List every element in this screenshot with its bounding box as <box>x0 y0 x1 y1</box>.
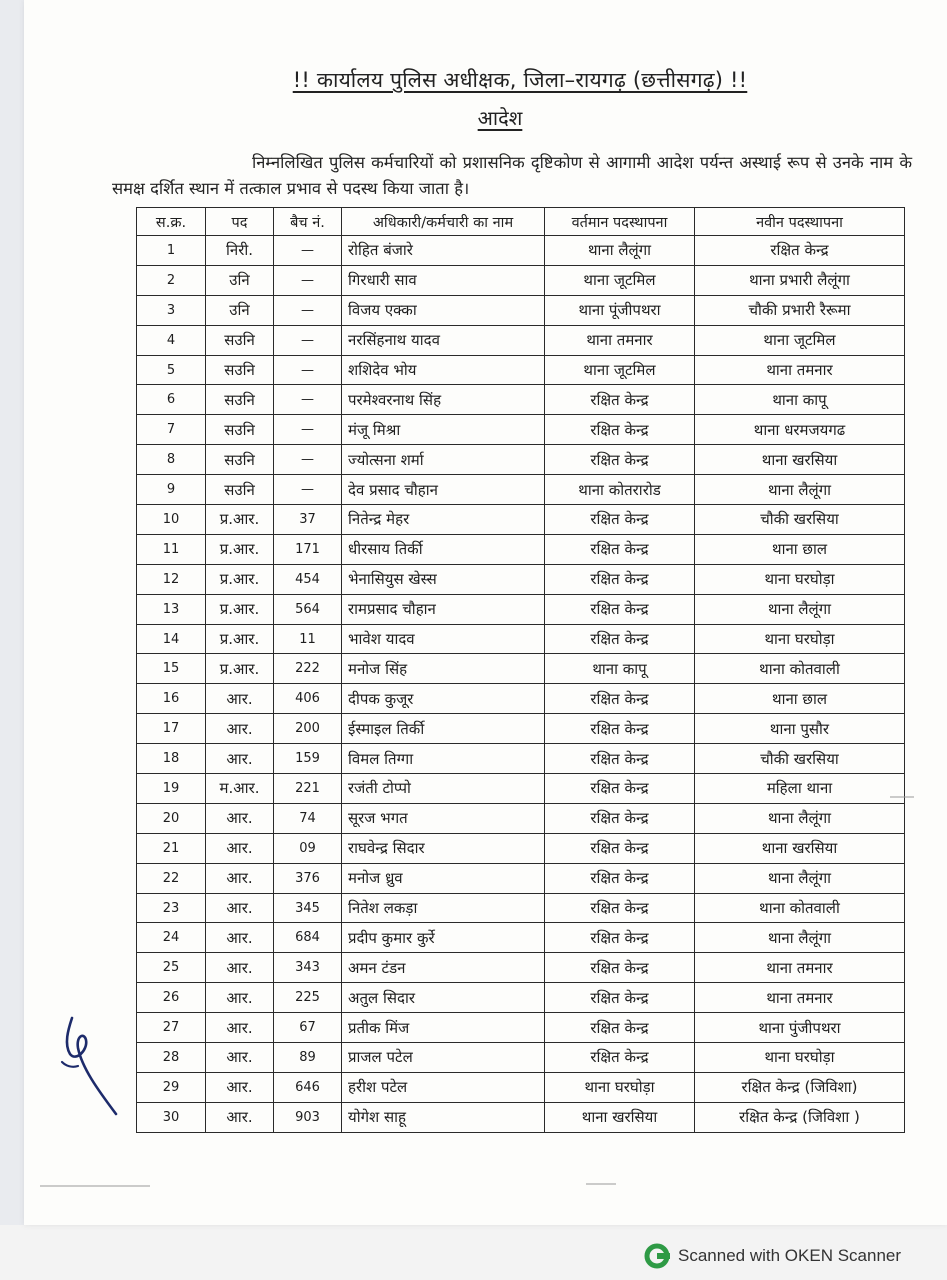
rank-cell: सउनि <box>206 415 274 445</box>
serial-cell: 13 <box>137 594 206 624</box>
new-posting-cell: थाना तमनार <box>695 983 905 1013</box>
serial-cell: 17 <box>137 714 206 744</box>
batch-no-cell: — <box>274 415 342 445</box>
rank-cell: प्र.आर. <box>206 654 274 684</box>
column-header: पद <box>206 208 274 236</box>
rank-cell: उनि <box>206 265 274 295</box>
batch-no-cell: 171 <box>274 534 342 564</box>
name-cell: प्रतीक मिंज <box>342 1013 545 1043</box>
name-cell: देव प्रसाद चौहान <box>342 475 545 505</box>
current-posting-cell: रक्षित केन्द्र <box>545 1013 695 1043</box>
batch-no-cell: 74 <box>274 803 342 833</box>
batch-no-cell: 564 <box>274 594 342 624</box>
rank-cell: प्र.आर. <box>206 534 274 564</box>
current-posting-cell: रक्षित केन्द्र <box>545 534 695 564</box>
current-posting-cell: रक्षित केन्द्र <box>545 714 695 744</box>
serial-cell: 3 <box>137 295 206 325</box>
name-cell: नितेश लकड़ा <box>342 893 545 923</box>
table-row <box>137 744 905 774</box>
serial-cell: 6 <box>137 385 206 415</box>
batch-no-cell: 646 <box>274 1072 342 1102</box>
table-row <box>137 564 905 594</box>
page-edge <box>0 0 24 1225</box>
rank-cell: आर. <box>206 833 274 863</box>
serial-cell: 1 <box>137 236 206 266</box>
serial-cell: 16 <box>137 684 206 714</box>
rank-cell: आर. <box>206 863 274 893</box>
name-cell: नितेन्द्र मेहर <box>342 505 545 535</box>
new-posting-cell: थाना खरसिया <box>695 445 905 475</box>
oken-logo-icon <box>644 1243 670 1269</box>
batch-no-cell: — <box>274 265 342 295</box>
name-cell: मनोज सिंह <box>342 654 545 684</box>
table-row <box>137 1043 905 1073</box>
table-row <box>137 265 905 295</box>
current-posting-cell: रक्षित केन्द्र <box>545 564 695 594</box>
table-row <box>137 684 905 714</box>
new-posting-cell: रक्षित केन्द्र (जिविशा ) <box>695 1102 905 1132</box>
current-posting-cell: रक्षित केन्द्र <box>545 953 695 983</box>
new-posting-cell: थाना कापू <box>695 385 905 415</box>
new-posting-cell: थाना घरघोड़ा <box>695 624 905 654</box>
rank-cell: प्र.आर. <box>206 505 274 535</box>
name-cell: विमल तिग्गा <box>342 744 545 774</box>
rank-cell: आर. <box>206 983 274 1013</box>
current-posting-cell: रक्षित केन्द्र <box>545 385 695 415</box>
name-cell: रोहित बंजारे <box>342 236 545 266</box>
name-cell: भेनासियुस खेस्स <box>342 564 545 594</box>
table-row <box>137 385 905 415</box>
rank-cell: म.आर. <box>206 774 274 804</box>
rank-cell: आर. <box>206 744 274 774</box>
table-row <box>137 774 905 804</box>
batch-no-cell: — <box>274 385 342 415</box>
batch-no-cell: 454 <box>274 564 342 594</box>
serial-cell: 15 <box>137 654 206 684</box>
new-posting-cell: रक्षित केन्द्र (जिविशा) <box>695 1072 905 1102</box>
batch-no-cell: 222 <box>274 654 342 684</box>
name-cell: परमेश्वरनाथ सिंह <box>342 385 545 415</box>
new-posting-cell: थाना लैलूंगा <box>695 803 905 833</box>
new-posting-cell: रक्षित केन्द्र <box>695 236 905 266</box>
current-posting-cell: थाना कोतरारोड <box>545 475 695 505</box>
batch-no-cell: — <box>274 355 342 385</box>
table-row <box>137 355 905 385</box>
serial-cell: 30 <box>137 1102 206 1132</box>
current-posting-cell: थाना जूटमिल <box>545 355 695 385</box>
name-cell: योगेश साहू <box>342 1102 545 1132</box>
document-subtitle: आदेश <box>477 106 523 130</box>
new-posting-cell: थाना कोतवाली <box>695 893 905 923</box>
rank-cell: प्र.आर. <box>206 624 274 654</box>
current-posting-cell: रक्षित केन्द्र <box>545 983 695 1013</box>
name-cell: मंजू मिश्रा <box>342 415 545 445</box>
document-title: !! कार्यालय पुलिस अधीक्षक, जिला–रायगढ़ (छत्तीसगढ़) !! <box>292 68 748 92</box>
name-cell: सूरज भगत <box>342 803 545 833</box>
name-cell: नरसिंहनाथ यादव <box>342 325 545 355</box>
rank-cell: आर. <box>206 803 274 833</box>
serial-cell: 9 <box>137 475 206 505</box>
current-posting-cell: थाना घरघोड़ा <box>545 1072 695 1102</box>
batch-no-cell: 67 <box>274 1013 342 1043</box>
table-row <box>137 415 905 445</box>
current-posting-cell: रक्षित केन्द्र <box>545 684 695 714</box>
current-posting-cell: रक्षित केन्द्र <box>545 803 695 833</box>
new-posting-cell: थाना खरसिया <box>695 833 905 863</box>
table-row <box>137 983 905 1013</box>
new-posting-cell: थाना कोतवाली <box>695 654 905 684</box>
rank-cell: सउनि <box>206 445 274 475</box>
handwritten-signature <box>58 1010 138 1120</box>
rank-cell: प्र.आर. <box>206 564 274 594</box>
table-row <box>137 1072 905 1102</box>
rank-cell: उनि <box>206 295 274 325</box>
table-row <box>137 624 905 654</box>
rank-cell: आर. <box>206 923 274 953</box>
new-posting-cell: थाना लैलूंगा <box>695 594 905 624</box>
name-cell: राघवेन्द्र सिदार <box>342 833 545 863</box>
intro-paragraph: निम्नलिखित पुलिस कर्मचारियों को प्रशासनिक दृष्टिकोण से आगामी आदेश पर्यन्त अस्थाई रूप से उनके नाम के समक्ष दर्शित स्थान में तत्काल प्रभाव से पदस्थ किया जाता है। <box>112 153 912 198</box>
current-posting-cell: रक्षित केन्द्र <box>545 833 695 863</box>
name-cell: ईस्माइल तिर्की <box>342 714 545 744</box>
column-header: नवीन पदस्थापना <box>695 208 905 236</box>
batch-no-cell: — <box>274 295 342 325</box>
rank-cell: आर. <box>206 953 274 983</box>
name-cell: गिरधारी साव <box>342 265 545 295</box>
name-cell: हरीश पटेल <box>342 1072 545 1102</box>
column-header: अधिकारी/कर्मचारी का नाम <box>342 208 545 236</box>
rank-cell: आर. <box>206 684 274 714</box>
rank-cell: आर. <box>206 893 274 923</box>
serial-cell: 2 <box>137 265 206 295</box>
batch-no-cell: 225 <box>274 983 342 1013</box>
new-posting-cell: थाना घरघोड़ा <box>695 564 905 594</box>
table-row <box>137 325 905 355</box>
table-row <box>137 295 905 325</box>
serial-cell: 4 <box>137 325 206 355</box>
batch-no-cell: 221 <box>274 774 342 804</box>
table-row <box>137 594 905 624</box>
current-posting-cell: थाना खरसिया <box>545 1102 695 1132</box>
scanner-watermark <box>644 1242 901 1270</box>
name-cell: ज्योत्सना शर्मा <box>342 445 545 475</box>
name-cell: धीरसाय तिर्की <box>342 534 545 564</box>
name-cell: रजंती टोप्पो <box>342 774 545 804</box>
name-cell: मनोज ध्रुव <box>342 863 545 893</box>
batch-no-cell: — <box>274 236 342 266</box>
serial-cell: 29 <box>137 1072 206 1102</box>
new-posting-cell: थाना धरमजयगढ <box>695 415 905 445</box>
table-row <box>137 654 905 684</box>
table-row <box>137 445 905 475</box>
rank-cell: आर. <box>206 1102 274 1132</box>
name-cell: दीपक कुजूर <box>342 684 545 714</box>
scan-mark <box>890 796 914 798</box>
serial-cell: 7 <box>137 415 206 445</box>
serial-cell: 27 <box>137 1013 206 1043</box>
table-row <box>137 953 905 983</box>
new-posting-cell: चौकी खरसिया <box>695 505 905 535</box>
batch-no-cell: — <box>274 445 342 475</box>
new-posting-cell: थाना पुसौर <box>695 714 905 744</box>
current-posting-cell: रक्षित केन्द्र <box>545 863 695 893</box>
batch-no-cell: 37 <box>274 505 342 535</box>
new-posting-cell: थाना तमनार <box>695 355 905 385</box>
rank-cell: निरी. <box>206 236 274 266</box>
serial-cell: 8 <box>137 445 206 475</box>
batch-no-cell: 406 <box>274 684 342 714</box>
new-posting-cell: थाना जूटमिल <box>695 325 905 355</box>
current-posting-cell: रक्षित केन्द्र <box>545 624 695 654</box>
table-row <box>137 475 905 505</box>
new-posting-cell: थाना तमनार <box>695 953 905 983</box>
serial-cell: 26 <box>137 983 206 1013</box>
new-posting-cell: थाना प्रभारी लैलूंगा <box>695 265 905 295</box>
table-row <box>137 1102 905 1132</box>
serial-cell: 5 <box>137 355 206 385</box>
current-posting-cell: थाना तमनार <box>545 325 695 355</box>
current-posting-cell: रक्षित केन्द्र <box>545 744 695 774</box>
name-cell: अतुल सिदार <box>342 983 545 1013</box>
new-posting-cell: थाना छाल <box>695 684 905 714</box>
name-cell: प्राजल पटेल <box>342 1043 545 1073</box>
batch-no-cell: 684 <box>274 923 342 953</box>
new-posting-cell: थाना लैलूंगा <box>695 863 905 893</box>
current-posting-cell: थाना जूटमिल <box>545 265 695 295</box>
batch-no-cell: 345 <box>274 893 342 923</box>
name-cell: अमन टंडन <box>342 953 545 983</box>
rank-cell: सउनि <box>206 355 274 385</box>
table-body <box>137 236 905 1133</box>
column-header: वर्तमान पदस्थापना <box>545 208 695 236</box>
serial-cell: 21 <box>137 833 206 863</box>
name-cell: विजय एक्का <box>342 295 545 325</box>
posting-table <box>136 207 905 1133</box>
serial-cell: 25 <box>137 953 206 983</box>
table-row <box>137 714 905 744</box>
rank-cell: सउनि <box>206 325 274 355</box>
batch-no-cell: 903 <box>274 1102 342 1132</box>
current-posting-cell: रक्षित केन्द्र <box>545 445 695 475</box>
rank-cell: आर. <box>206 714 274 744</box>
table-row <box>137 534 905 564</box>
new-posting-cell: थाना लैलूंगा <box>695 475 905 505</box>
batch-no-cell: — <box>274 475 342 505</box>
current-posting-cell: थाना लैलूंगा <box>545 236 695 266</box>
current-posting-cell: रक्षित केन्द्र <box>545 923 695 953</box>
current-posting-cell: रक्षित केन्द्र <box>545 774 695 804</box>
batch-no-cell: 376 <box>274 863 342 893</box>
batch-no-cell: 159 <box>274 744 342 774</box>
table-header-row <box>137 208 905 236</box>
new-posting-cell: थाना पुंजीपथरा <box>695 1013 905 1043</box>
table-row <box>137 893 905 923</box>
serial-cell: 19 <box>137 774 206 804</box>
table-row <box>137 236 905 266</box>
name-cell: प्रदीप कुमार कुर्रे <box>342 923 545 953</box>
scan-mark <box>40 1185 150 1187</box>
new-posting-cell: चौकी प्रभारी रैरूमा <box>695 295 905 325</box>
batch-no-cell: 343 <box>274 953 342 983</box>
name-cell: भावेश यादव <box>342 624 545 654</box>
current-posting-cell: रक्षित केन्द्र <box>545 505 695 535</box>
table-row <box>137 803 905 833</box>
current-posting-cell: रक्षित केन्द्र <box>545 1043 695 1073</box>
new-posting-cell: थाना घरघोड़ा <box>695 1043 905 1073</box>
column-header: बैच नं. <box>274 208 342 236</box>
batch-no-cell: 11 <box>274 624 342 654</box>
serial-cell: 10 <box>137 505 206 535</box>
serial-cell: 18 <box>137 744 206 774</box>
serial-cell: 24 <box>137 923 206 953</box>
current-posting-cell: थाना कापू <box>545 654 695 684</box>
name-cell: रामप्रसाद चौहान <box>342 594 545 624</box>
serial-cell: 23 <box>137 893 206 923</box>
current-posting-cell: रक्षित केन्द्र <box>545 594 695 624</box>
new-posting-cell: महिला थाना <box>695 774 905 804</box>
table-row <box>137 1013 905 1043</box>
rank-cell: सउनि <box>206 475 274 505</box>
table-row <box>137 833 905 863</box>
serial-cell: 28 <box>137 1043 206 1073</box>
table-row <box>137 863 905 893</box>
rank-cell: सउनि <box>206 385 274 415</box>
scanner-label: Scanned with OKEN Scanner <box>678 1246 902 1265</box>
rank-cell: आर. <box>206 1013 274 1043</box>
rank-cell: प्र.आर. <box>206 594 274 624</box>
new-posting-cell: चौकी खरसिया <box>695 744 905 774</box>
name-cell: शशिदेव भोय <box>342 355 545 385</box>
new-posting-cell: थाना लैलूंगा <box>695 923 905 953</box>
current-posting-cell: थाना पूंजीपथरा <box>545 295 695 325</box>
serial-cell: 11 <box>137 534 206 564</box>
batch-no-cell: 09 <box>274 833 342 863</box>
serial-cell: 14 <box>137 624 206 654</box>
column-header: स.क्र. <box>137 208 206 236</box>
serial-cell: 12 <box>137 564 206 594</box>
current-posting-cell: रक्षित केन्द्र <box>545 415 695 445</box>
serial-cell: 22 <box>137 863 206 893</box>
table-row <box>137 923 905 953</box>
serial-cell: 20 <box>137 803 206 833</box>
current-posting-cell: रक्षित केन्द्र <box>545 893 695 923</box>
scan-mark <box>586 1183 616 1185</box>
rank-cell: आर. <box>206 1072 274 1102</box>
batch-no-cell: 200 <box>274 714 342 744</box>
batch-no-cell: 89 <box>274 1043 342 1073</box>
batch-no-cell: — <box>274 325 342 355</box>
rank-cell: आर. <box>206 1043 274 1073</box>
table-row <box>137 505 905 535</box>
new-posting-cell: थाना छाल <box>695 534 905 564</box>
